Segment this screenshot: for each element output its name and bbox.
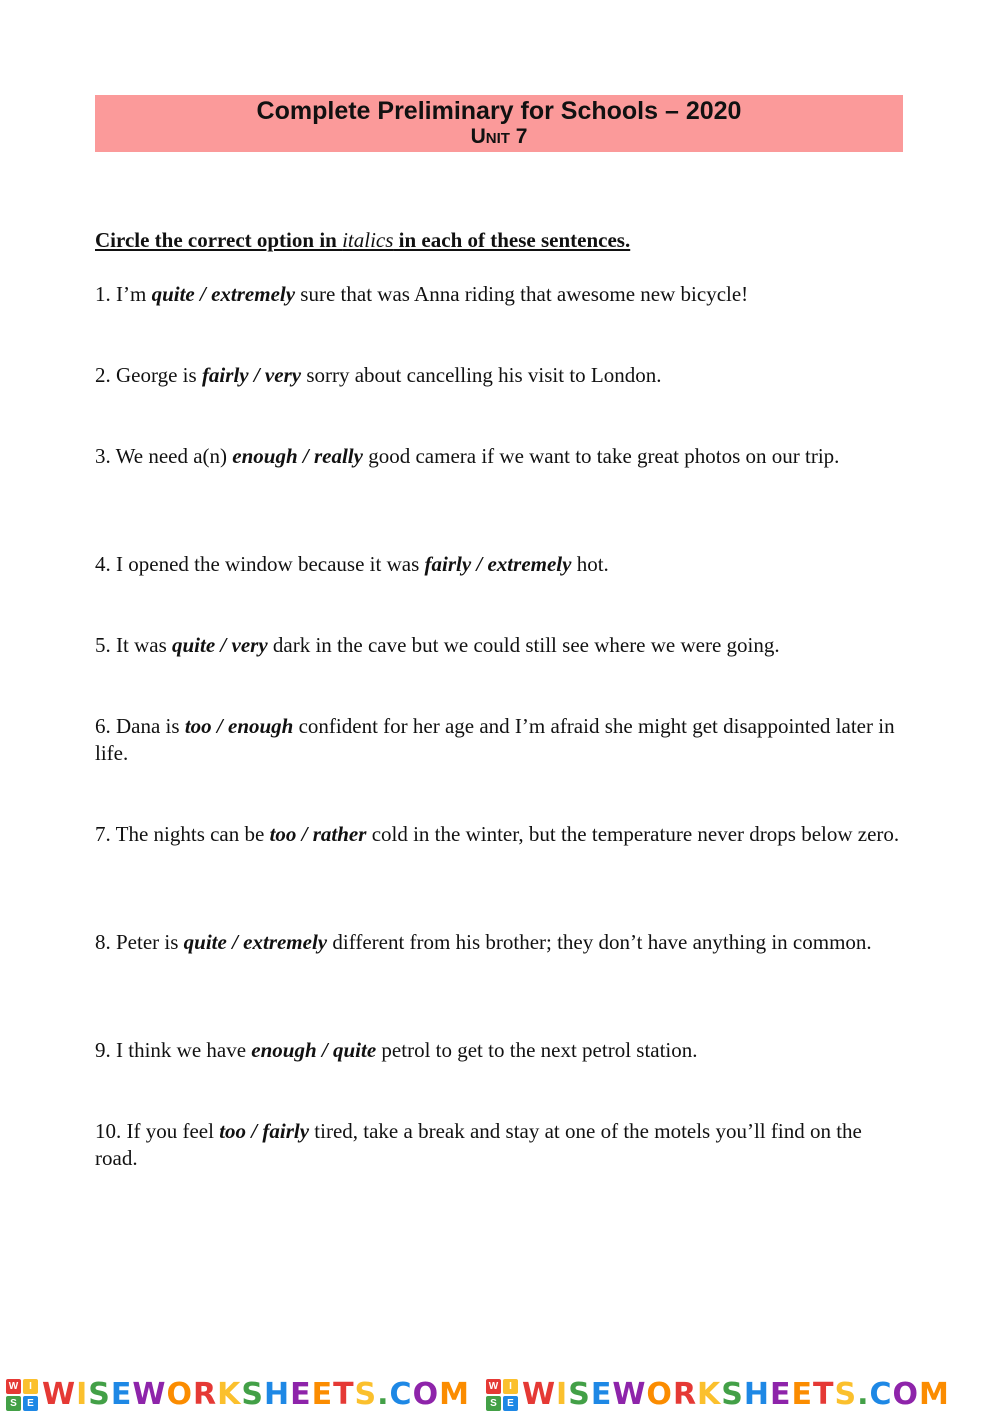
logo-icon bbox=[486, 1379, 518, 1411]
question-text: 10. If you feel bbox=[95, 1119, 220, 1143]
instruction-text-end: in each of these sentences. bbox=[393, 228, 631, 252]
watermark-letter: W bbox=[42, 1377, 77, 1412]
question-text: 8. Peter is bbox=[95, 930, 184, 954]
question-text: dark in the cave but we could still see where we were going. bbox=[267, 633, 780, 657]
watermark-letter: O bbox=[166, 1377, 193, 1412]
watermark-letter: I bbox=[556, 1377, 569, 1412]
watermark-letter: W bbox=[132, 1377, 167, 1412]
question-4 bbox=[95, 551, 905, 578]
question-text: 9. I think we have bbox=[95, 1038, 252, 1062]
instruction bbox=[95, 228, 630, 253]
question-text: different from his brother; they don’t have anything in common. bbox=[327, 930, 872, 954]
answer-options[interactable]: enough / really bbox=[232, 444, 363, 468]
watermark-brand bbox=[0, 1377, 470, 1412]
answer-options[interactable]: quite / very bbox=[172, 633, 268, 657]
watermark-letter: I bbox=[76, 1377, 89, 1412]
question-8 bbox=[95, 929, 905, 956]
logo-letter: W bbox=[486, 1379, 501, 1394]
answer-options[interactable]: too / fairly bbox=[219, 1119, 310, 1143]
logo-letter: I bbox=[503, 1379, 518, 1394]
logo-letter: W bbox=[6, 1379, 21, 1394]
watermark-letter: E bbox=[110, 1377, 133, 1412]
question-text: petrol to get to the next petrol station. bbox=[376, 1038, 698, 1062]
instruction-italic: italics bbox=[342, 228, 394, 252]
question-text: tired, take a break and stay at one of the motels you’ll find on the road. bbox=[95, 1119, 862, 1170]
question-text: 1. I’m bbox=[95, 282, 152, 306]
question-text: sorry about cancelling his visit to London. bbox=[301, 363, 662, 387]
watermark-letter: E bbox=[770, 1377, 792, 1412]
watermark-text bbox=[42, 1377, 470, 1412]
question-5 bbox=[95, 632, 905, 659]
answer-options[interactable]: quite / extremely bbox=[183, 930, 328, 954]
page-title: Complete Preliminary for Schools – 2020 bbox=[256, 97, 742, 125]
watermark-letter: E bbox=[311, 1377, 334, 1412]
watermark-letter: S bbox=[88, 1377, 111, 1412]
question-text: 3. We need a(n) bbox=[95, 444, 233, 468]
logo-letter: S bbox=[486, 1396, 501, 1411]
question-text: good camera if we want to take great photos on our trip. bbox=[362, 444, 840, 468]
question-text: 2. George is bbox=[95, 363, 202, 387]
watermark-letter: W bbox=[521, 1377, 557, 1412]
watermark-letter: S bbox=[834, 1377, 858, 1412]
header-banner bbox=[95, 95, 903, 152]
question-6 bbox=[95, 713, 905, 767]
watermark-brand bbox=[480, 1377, 950, 1412]
watermark-letter: T bbox=[333, 1377, 355, 1412]
question-9 bbox=[95, 1037, 905, 1064]
logo-icon bbox=[6, 1379, 38, 1411]
watermark-letter: . bbox=[377, 1377, 390, 1412]
question-1 bbox=[95, 281, 905, 308]
watermark-letter: O bbox=[646, 1377, 673, 1412]
question-text: sure that was Anna riding that awesome new bicycle! bbox=[295, 282, 749, 306]
watermark-letter: O bbox=[412, 1377, 440, 1412]
watermark-letter: C bbox=[869, 1377, 893, 1412]
question-3 bbox=[95, 443, 905, 470]
watermark-letter: K bbox=[697, 1377, 722, 1412]
watermark-text bbox=[522, 1377, 950, 1412]
answer-options[interactable]: too / enough bbox=[184, 714, 294, 738]
answer-options[interactable]: enough / quite bbox=[251, 1038, 377, 1062]
question-text: hot. bbox=[571, 552, 609, 576]
instruction-text-start: Circle the correct option in bbox=[95, 228, 343, 252]
question-text: 5. It was bbox=[95, 633, 172, 657]
logo-letter: E bbox=[503, 1396, 518, 1411]
logo-letter: S bbox=[6, 1396, 21, 1411]
watermark-footer bbox=[0, 1376, 1000, 1413]
watermark-letter: W bbox=[612, 1377, 647, 1412]
watermark-letter: O bbox=[892, 1377, 920, 1412]
watermark-letter: M bbox=[439, 1377, 470, 1412]
answer-options[interactable]: fairly / extremely bbox=[424, 552, 572, 576]
watermark-letter: H bbox=[743, 1377, 771, 1412]
watermark-letter: M bbox=[919, 1377, 950, 1412]
watermark-letter: R bbox=[192, 1377, 218, 1412]
watermark-letter: . bbox=[857, 1377, 870, 1412]
watermark-letter: H bbox=[263, 1377, 291, 1412]
watermark-letter: E bbox=[590, 1377, 613, 1412]
watermark-letter: S bbox=[721, 1377, 744, 1412]
question-text: confident for her age and I’m afraid she might get disappointed later in life. bbox=[95, 714, 895, 765]
watermark-letter: K bbox=[217, 1377, 242, 1412]
watermark-letter: E bbox=[290, 1377, 312, 1412]
watermark-letter: S bbox=[568, 1377, 591, 1412]
watermark-letter: T bbox=[813, 1377, 835, 1412]
question-text: cold in the winter, but the temperature never drops below zero. bbox=[366, 822, 900, 846]
unit-label: Unit 7 bbox=[470, 125, 528, 148]
question-10 bbox=[95, 1118, 905, 1172]
answer-options[interactable]: fairly / very bbox=[201, 363, 302, 387]
logo-letter: E bbox=[23, 1396, 38, 1411]
watermark-letter: E bbox=[791, 1377, 814, 1412]
question-text: 7. The nights can be bbox=[95, 822, 270, 846]
watermark-letter: C bbox=[389, 1377, 413, 1412]
watermark-letter: S bbox=[241, 1377, 264, 1412]
question-text: 4. I opened the window because it was bbox=[95, 552, 425, 576]
question-2 bbox=[95, 362, 905, 389]
question-text: 6. Dana is bbox=[95, 714, 185, 738]
question-7 bbox=[95, 821, 905, 848]
logo-letter: I bbox=[23, 1379, 38, 1394]
answer-options[interactable]: quite / extremely bbox=[151, 282, 296, 306]
answer-options[interactable]: too / rather bbox=[269, 822, 367, 846]
watermark-letter: R bbox=[672, 1377, 698, 1412]
watermark-letter: S bbox=[354, 1377, 378, 1412]
